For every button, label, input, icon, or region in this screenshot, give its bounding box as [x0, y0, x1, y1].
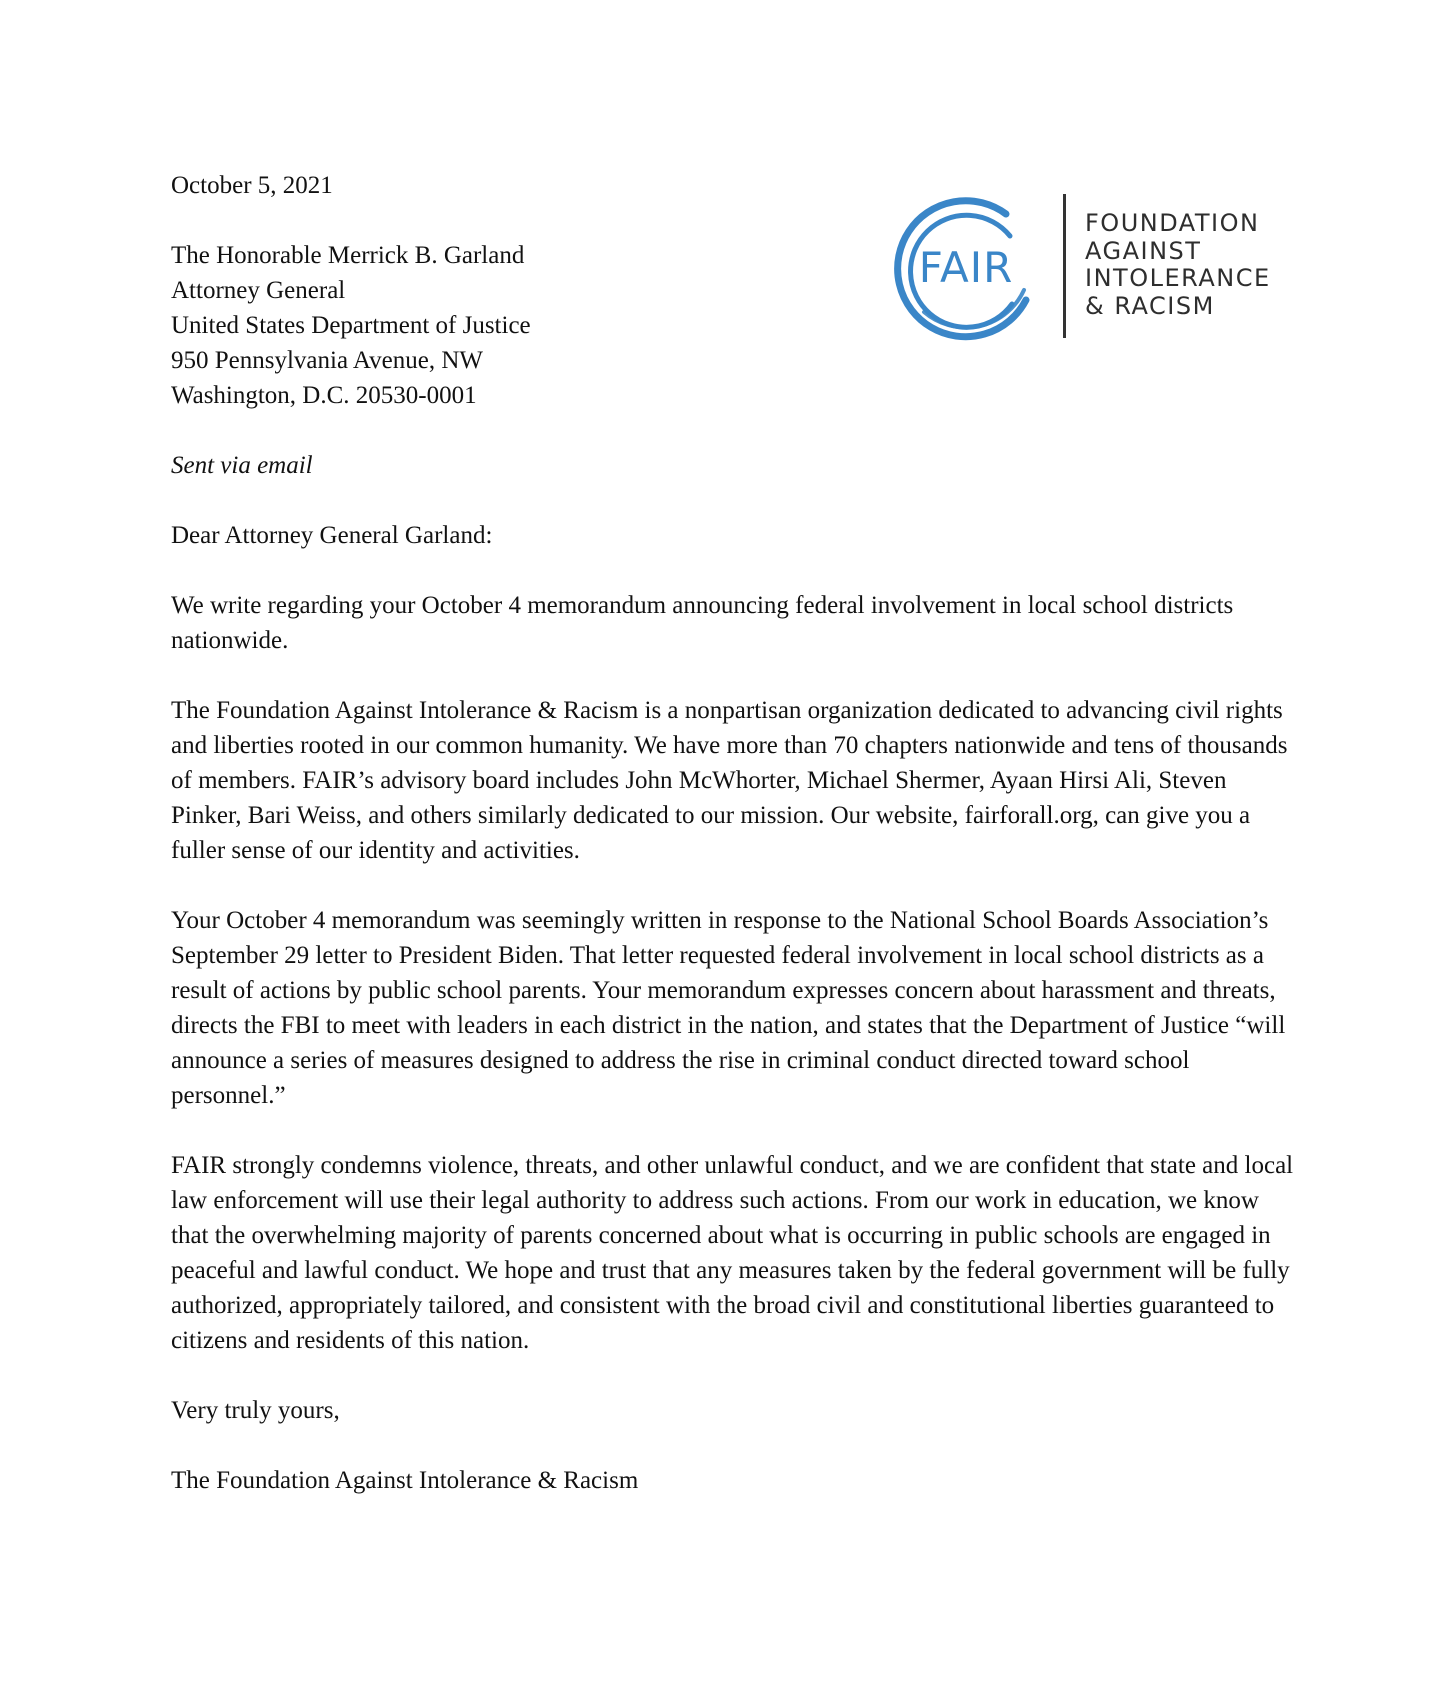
recipient-street: 950 Pennsylvania Avenue, NW — [171, 347, 483, 374]
recipient-name: The Honorable Merrick B. Garland — [171, 242, 525, 269]
logo-line-1: FOUNDATION — [1085, 209, 1260, 237]
recipient-address — [171, 238, 1296, 413]
recipient-city: Washington, D.C. 20530-0001 — [171, 382, 477, 409]
delivery-note: Sent via email — [171, 452, 313, 479]
recipient-title: Attorney General — [171, 277, 346, 304]
paragraph-4: FAIR strongly condemns violence, threats, and other unlawful conduct, and we are confident that state and local law enforcement will use their legal authority to address such actions. From our work in education, we know that the overwhelming majority of parents concerned about what is occurring in public schools are engaged in peaceful and lawful conduct. We hope and trust that any measures taken by the federal government will be fully authorized, appropriately tailored, and consistent with the broad civil and constitutional liberties guaranteed to citizens and residents of this nation. — [171, 1152, 1294, 1354]
paragraph-3: Your October 4 memorandum was seemingly written in response to the National School Boards Association’s September 29 letter to President Biden. That letter requested federal involvement in local school districts as a result of actions by public school parents. Your memorandum expresses concern about harassment and threats, directs the FBI to meet with leaders in each district in the nation, and states that the Department of Justice “will announce a series of measures designed to address the rise in criminal conduct directed toward school personnel.” — [171, 907, 1286, 1109]
salutation: Dear Attorney General Garland: — [171, 522, 493, 549]
signature: The Foundation Against Intolerance & Racism — [171, 1467, 639, 1494]
recipient-department: United States Department of Justice — [171, 312, 531, 339]
letter-date: October 5, 2021 — [171, 172, 333, 199]
logo-line-2: AGAINST — [1085, 236, 1202, 265]
paragraph-2: The Foundation Against Intolerance & Racism is a nonpartisan organization dedicated to advancing civil rights and liberties rooted in our common humanity. We have more than 70 chapters nationwide and tens of thousands of members. FAIR’s advisory board includes John McWhorter, Michael Shermer, Ayaan Hirsi Ali, Steven Pinker, Bari Weiss, and others similarly dedicated to our mission. Our website, fairforall.org, can give you a fuller sense of our identity and activities. — [171, 697, 1288, 864]
letter-body — [171, 168, 1296, 1498]
logo-line-3: INTOLERANCE — [1085, 264, 1271, 292]
paragraph-1: We write regarding your October 4 memorandum announcing federal involvement in local school districts nationwide. — [171, 592, 1234, 654]
fair-logo-mark-text: FAIR — [918, 243, 1014, 292]
logo-line-4: & RACISM — [1085, 291, 1215, 320]
closing: Very truly yours, — [171, 1397, 340, 1424]
